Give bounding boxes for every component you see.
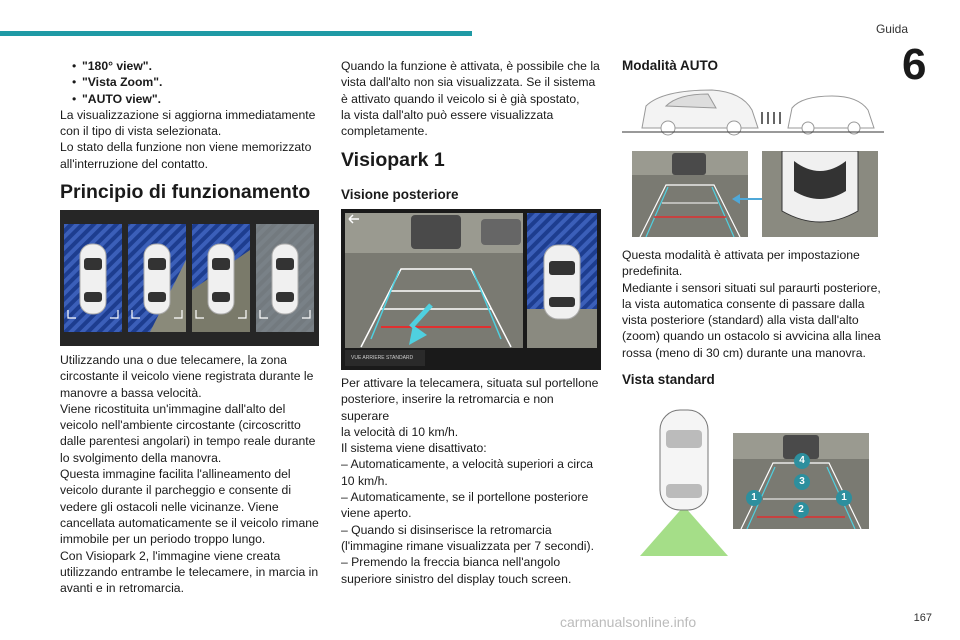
figure-topview-sequence	[60, 210, 319, 346]
bullet-item: • "180° view".	[72, 58, 322, 74]
paragraph-rear-camera: Per attivare la telecamera, situata sul portellone posteriore, inserire la retromarcia e non superare la velocità di 10 km/h. Il sistema viene disattivato: – Automaticamente, a velocità superiori a circa 10 km/h. – Automaticamente, se il portellone posteriore viene aperto. – Quando si disinserisce la retromarcia (l'immagine rimane visualizzata per 7 secondi). – Premendo la freccia bianca nell'angolo superiore sinistro del display touch screen.	[341, 376, 599, 586]
heading-modalita-auto: Modalità AUTO	[622, 58, 719, 73]
page-number: 167	[913, 612, 932, 624]
paragraph-principio: Utilizzando una o due telecamere, la zona circostante il veicolo viene registrata durante le manovre a bassa velocità. Viene ricostituita un'immagine dall'alto del veicolo nell'ambiente circostante (circoscritto dalle parentesi angolari) in tempo reale durante lo svolgimento della manovra. Questa immagine facilita l'allineamento del veicolo durante il parcheggio e consente di vedere gli ostacoli nelle vicinanze. Viene cancellata automaticamente se il veicolo rimane immobile per un periodo troppo lungo. Con Visiopark 2, l'immagine viene creata utilizzando entrambe le telecamere, in marcia in avanti e in retromarcia.	[60, 353, 319, 596]
paragraph-update: La visualizzazione si aggiorna immediatamente con il tipo di vista selezionata. Lo stato della funzione non viene memorizzato all'interruzione del contatto.	[60, 107, 316, 171]
figure-standard-view-car	[636, 406, 732, 556]
figure-auto-switch	[632, 151, 878, 237]
subheading-visione-posteriore: Visione posteriore	[341, 187, 459, 202]
section-title: Guida	[875, 22, 908, 36]
bullet-item: • "AUTO view".	[72, 91, 322, 107]
figure-rear-camera-screen	[341, 209, 601, 370]
bullet-item: • "Vista Zoom".	[72, 74, 322, 90]
paragraph-auto-mode: Questa modalità è attivata per impostazione predefinita. Mediante i sensori situati sul paraurti posteriore, la vista automatica consente di passare dalla vista posteriore (standard) alla vista dall'alto (zoom) quando un ostacolo si avvicina alla linea rossa (meno di 30 cm) durante una manovra.	[622, 248, 881, 360]
header-accent-bar	[0, 31, 472, 36]
view-bullet-list	[60, 58, 322, 107]
marker-1-left: 1	[746, 490, 762, 506]
paragraph-activation: Quando la funzione è attivata, è possibile che la vista dall'alto non sia visualizzata. Se il sistema è attivato quando il veicolo si è già spostato, la vista dall'alto può essere visualizzata completamente.	[341, 59, 600, 139]
marker-3: 3	[794, 474, 810, 490]
heading-visiopark-1: Visiopark 1	[341, 149, 445, 171]
watermark: carmanualsonline.info	[560, 614, 697, 630]
figure-cars-sensors	[622, 84, 884, 136]
column-1	[60, 58, 322, 172]
chapter-number: 6	[902, 40, 927, 89]
marker-2: 2	[793, 502, 809, 518]
subheading-vista-standard: Vista standard	[622, 372, 715, 387]
marker-1-right: 1	[836, 490, 852, 506]
marker-4: 4	[794, 453, 810, 469]
heading-principio: Principio di funzionamento	[60, 181, 311, 203]
screen-label: VUE ARRIERE STANDARD	[351, 355, 414, 361]
